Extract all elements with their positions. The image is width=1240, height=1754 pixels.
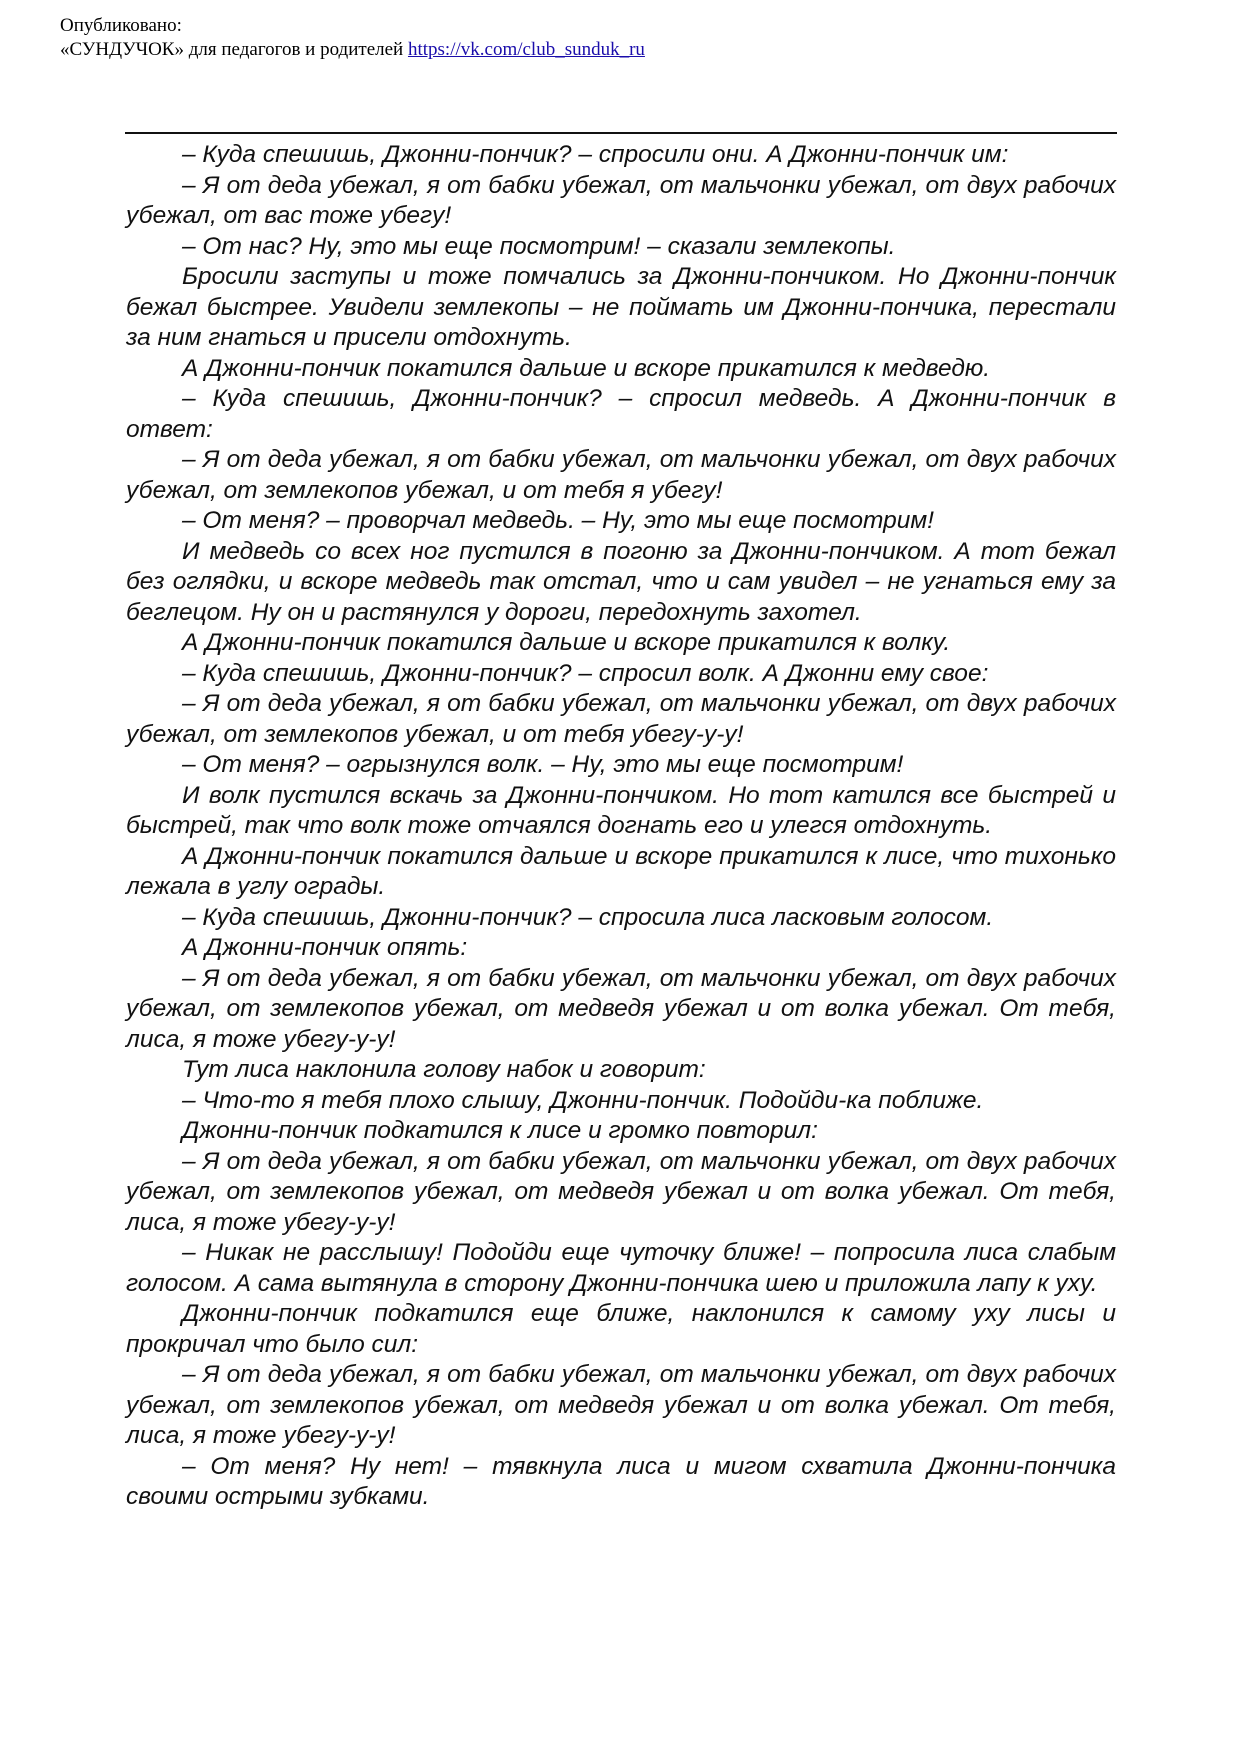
paragraph: – Я от деда убежал, я от бабки убежал, от мальчонки убежал, от двух рабочих убежал, от вас тоже убегу! <box>126 171 1116 229</box>
paragraph: Джонни-пончик подкатился еще ближе, наклонился к самому уху лисы и прокричал что было сил: <box>126 1300 1116 1358</box>
paragraph: Бросили заступы и тоже помчались за Джонни-пончиком. Но Джонни-пончик бежал быстрее. Увидели землекопы – не поймать им Джонни-пончика, перестали за ним гнаться и присели отдохнуть. <box>126 263 1116 351</box>
paragraph: – От нас? Ну, это мы еще посмотрим! – сказали землекопы. <box>182 232 896 260</box>
paragraph: А Джонни-пончик покатился дальше и вскоре прикатился к лисе, что тихонько лежала в углу ограды. <box>126 842 1116 900</box>
paragraph: А Джонни-пончик покатился дальше и вскоре прикатился к медведю. <box>182 354 991 382</box>
source-text: «СУНДУЧОК» для педагогов и родителей <box>60 39 404 60</box>
paragraph: – Куда спешишь, Джонни-пончик? – спросили они. А Джонни-пончик им: <box>182 141 1009 168</box>
paragraph: Джонни-пончик подкатился к лисе и громко повторил: <box>182 1117 818 1144</box>
paragraph: – От меня? – проворчал медведь. – Ну, это мы еще посмотрим! <box>182 507 934 534</box>
paragraph: – От меня? – огрызнулся волк. – Ну, это мы еще посмотрим! <box>182 751 904 778</box>
published-label: Опубликовано: <box>60 15 182 36</box>
paragraph: И медведь со всех ног пустился в погоню за Джонни-пончиком. А тот бежал без оглядки, и вскоре медведь так отстал, что и сам увидел – не угнаться ему за беглецом. Ну он и растянулся у дороги, передохнуть захотел. <box>126 537 1116 626</box>
paragraph: А Джонни-пончик покатился дальше и вскоре прикатился к волку. <box>182 629 951 656</box>
paragraph: – Я от деда убежал, я от бабки убежал, от мальчонки убежал, от двух рабочих убежал, от землекопов убежал, от медведя убежал и от волка убежал. От тебя, лиса, я тоже убегу-у-у! <box>126 1147 1116 1236</box>
paragraph: – Куда спешишь, Джонни-пончик? – спросила лиса ласковым голосом. <box>182 903 994 931</box>
publication-header <box>60 14 645 62</box>
paragraph: И волк пустился вскачь за Джонни-пончиком. Но тот катился все быстрей и быстрей, так что волк тоже отчаялся догнать его и улегся отдохнуть. <box>126 781 1116 839</box>
paragraph: – Что-то я тебя плохо слышу, Джонни-пончик. Подойди-ка поближе. <box>182 1086 984 1114</box>
story-text <box>126 140 1116 1513</box>
paragraph: – Я от деда убежал, я от бабки убежал, от мальчонки убежал, от двух рабочих убежал, от землекопов убежал, от медведя убежал и от волка убежал. От тебя, лиса, я тоже убегу-у-у! <box>126 964 1116 1053</box>
paragraph: – Никак не расслышу! Подойди еще чуточку ближе! – попросила лиса слабым голосом. А сама вытянула в сторону Джонни-пончика шею и приложила лапу к уху. <box>126 1239 1116 1297</box>
header-divider <box>125 132 1117 134</box>
paragraph: – Куда спешишь, Джонни-пончик? – спросил медведь. А Джонни-пончик в ответ: <box>126 385 1116 443</box>
paragraph: – Куда спешишь, Джонни-пончик? – спросил волк. А Джонни ему свое: <box>182 659 989 687</box>
paragraph: – Я от деда убежал, я от бабки убежал, от мальчонки убежал, от двух рабочих убежал, от землекопов убежал, от медведя убежал и от волка убежал. От тебя, лиса, я тоже убегу-у-у! <box>126 1361 1116 1449</box>
paragraph: – Я от деда убежал, я от бабки убежал, от мальчонки убежал, от двух рабочих убежал, от землекопов убежал, и от тебя убегу-у-у! <box>126 690 1116 748</box>
paragraph: – От меня? Ну нет! – тявкнула лиса и мигом схватила Джонни-пончика своими острыми зубками. <box>126 1452 1116 1510</box>
paragraph: – Я от деда убежал, я от бабки убежал, от мальчонки убежал, от двух рабочих убежал, от землекопов убежал, и от тебя я убегу! <box>126 446 1116 504</box>
paragraph: Тут лиса наклонила голову набок и говорит: <box>182 1056 706 1083</box>
paragraph: А Джонни-пончик опять: <box>182 934 468 961</box>
source-line <box>60 38 645 62</box>
source-link[interactable]: https://vk.com/club_sunduk_ru <box>407 39 645 60</box>
